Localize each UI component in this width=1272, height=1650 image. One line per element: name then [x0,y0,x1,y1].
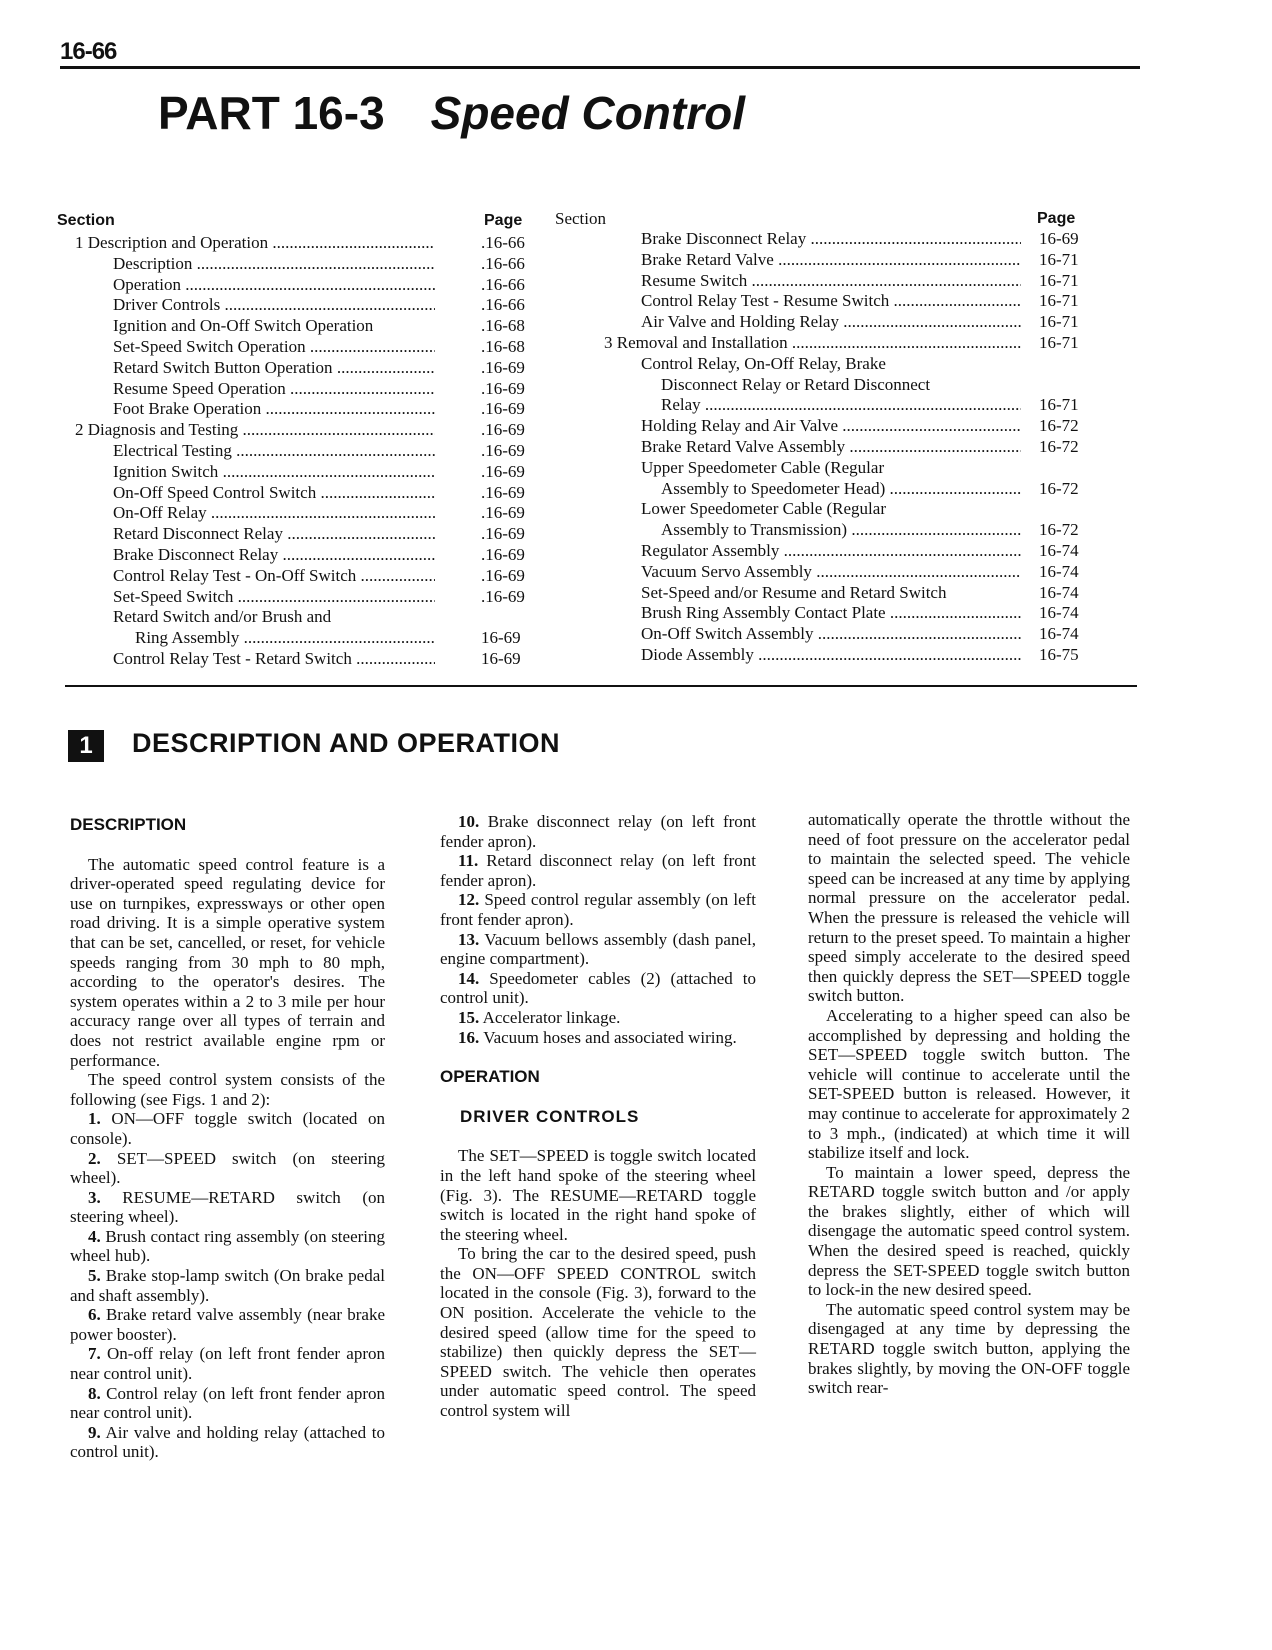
toc-entry-page: 16-75 [1039,644,1079,664]
toc-entry-label: Lower Speedometer Cable (Regular [641,499,886,519]
toc-entry-label: Brake Retard Valve Assembly ..... [641,437,1021,458]
list-item-text: SET—SPEED switch (on steering wheel). [70,1148,386,1188]
toc-entry-page: 16-72 [1039,478,1079,498]
toc-entry-page: 16-74 [1039,540,1079,560]
list-item-text: ON—OFF toggle switch (located on console). [70,1109,385,1148]
toc-entry-page: .16-69 [481,524,525,544]
toc-entry-label: Resume Switch ..... [641,271,1021,292]
list-item-number: 14. [458,968,480,988]
toc-row [585,271,1085,292]
toc-entry-page: 16-71 [1039,291,1079,311]
list-item [70,1344,385,1383]
toc-row [585,395,1085,416]
toc-entry-page: 16-71 [1039,249,1079,269]
toc-entry-label: Holding Relay and Air Valve ..... [641,416,1021,437]
toc-entry-label: Brake Retard Valve ..... [641,250,1021,271]
toc-row [57,628,587,649]
list-item-number: 5. [88,1266,101,1286]
toc-entry-label: On-Off Relay ..... [113,503,435,524]
toc-entry-label: Control Relay Test - Retard Switch ..... [113,649,435,670]
driver-controls-paragraph-1: The SET—SPEED is toggle switch located in the left hand spoke of the steering wheel (Fig. 3). The RESUME—RETARD toggle switch is located in the right hand spoke of the steering wheel. [440,1146,756,1244]
toc-entry-label: On-Off Switch Assembly ..... [641,624,1021,645]
list-item-number: 4. [88,1226,101,1246]
toc-entry-page: 16-69 [481,628,521,648]
toc-entry-label: Brake Disconnect Relay ..... [113,545,435,566]
list-item-number: 1. [88,1109,101,1129]
section-number-box: 1 [68,730,104,762]
toc-row [57,441,587,462]
toc-row [57,379,587,400]
list-item-number: 13. [458,929,480,949]
toc-entry-label: Upper Speedometer Cable (Regular [641,457,885,477]
list-item-number: 16. [458,1027,480,1047]
toc-row [585,499,1085,520]
toc-entry-page: .16-69 [481,378,525,398]
toc-row [585,250,1085,271]
list-item-number: 6. [88,1305,101,1325]
toc-entry-label: Retard Disconnect Relay ..... [113,524,435,545]
toc-page-header: Page [484,212,523,229]
toc-entry-page: .16-69 [481,357,525,377]
toc-entry-page: .16-69 [481,461,525,481]
list-item [70,1266,385,1305]
toc-entry-label: Resume Speed Operation ..... [113,379,435,400]
toc-row [57,587,587,608]
toc-row [57,545,587,566]
toc-page-header: Page [1037,210,1076,227]
description-heading: DESCRIPTION [70,815,187,834]
list-item-number: 10. [458,812,480,831]
list-item-text: Accelerator linkage. [482,1007,621,1027]
list-item [440,812,756,851]
list-item [440,930,756,969]
driver-controls-heading: DRIVER CONTROLS [460,1106,640,1126]
list-item-number: 15. [458,1007,480,1027]
list-item-text: Speed control regular assembly (on left front fender apron). [440,890,757,929]
toc-entry-page: .16-69 [481,586,525,606]
component-list [70,1109,385,1462]
toc-row [585,229,1085,250]
list-item [440,969,756,1008]
toc-entry-page: .16-68 [481,316,525,336]
list-item-number: 11. [458,851,479,871]
list-item-text: Brake stop-lamp switch (On brake pedal and shaft assembly). [70,1266,385,1305]
toc-entry-label: Set-Speed Switch ..... [113,587,435,608]
toc-row [585,416,1085,437]
toc-entry-page: .16-66 [481,295,525,315]
toc-entry-page: 16-74 [1039,561,1079,581]
toc-row [585,354,1085,375]
operation-paragraph-4: The automatic speed control system may be disengaged at any time by depressing the RETARD toggle switch button, applying the brakes slightly, by moving the ON-OFF toggle switch rear- [808,1299,1130,1398]
list-item [70,1109,385,1148]
component-list-continued [440,812,756,1047]
toc-row [57,337,587,358]
list-item-text: Control relay (on left front fender apron near control unit). [70,1383,385,1423]
toc-entry-page: 16-74 [1039,603,1079,623]
toc-entry-page: .16-66 [481,233,525,252]
toc-row [585,624,1085,645]
toc-row [57,295,587,316]
toc-entry-label: Control Relay Test - On-Off Switch ..... [113,566,435,587]
list-item-text: Brush contact ring assembly (on steering wheel hub). [70,1226,386,1266]
toc-row [585,437,1085,458]
toc-right-rows [585,229,1085,666]
toc-left-rows [57,233,587,670]
toc-entry-page: 16-72 [1039,436,1079,456]
toc-entry-label: Retard Switch and/or Brush and [113,607,332,627]
toc-entry-page: 16-74 [1039,582,1079,602]
page-number: 16-66 [60,38,117,65]
description-paragraph: The automatic speed control feature is a driver-operated speed regulating device for use on turnpikes, expressways or other open road driving. It is a simple operative system that can be set, cancelled, or reset, for vehicle speeds ranging from 30 mph to 80 mph, according to the operator's desires. The system operates within a 2 to 3 mile per hour accuracy range over all types of terrain and does not restrict available engine rpm or performance. [70,854,385,1070]
list-item-text: Brake disconnect relay (on left front fender apron). [440,812,757,851]
toc-row [585,603,1085,624]
toc-row [57,358,587,379]
part-label: PART 16-3 [158,87,385,139]
toc-section-header: Section [57,212,115,229]
list-item-text: Speedometer cables (2) (attached to control unit). [440,968,757,1008]
toc-row [585,333,1085,354]
toc-entry-label: Regulator Assembly ..... [641,541,1021,562]
toc-entry-label: Description ..... [113,254,435,275]
operation-paragraph-2: Accelerating to a higher speed can also be accomplished by depressing and holding the SET—SPEED toggle switch button. The vehicle will continue to accelerate until the SET-SPEED button is released. However, it may continue to accelerate for approximately 2 to 3 mph., (indicated) at which time it will stabilize itself and lock. [808,1005,1130,1163]
list-item-text: Retard disconnect relay (on left front fender apron). [440,851,756,890]
toc-left [57,211,587,670]
toc-row [585,583,1085,604]
toc-entry-label: Assembly to Transmission) ..... [661,520,1021,541]
toc-row [585,458,1085,479]
list-item [440,890,756,929]
toc-entry-page: 16-71 [1039,270,1079,290]
list-item [70,1384,385,1423]
toc-row [585,479,1085,500]
list-item-text: On-off relay (on left front fender apron near control unit). [70,1344,385,1384]
toc-entry-label: Relay ..... [661,395,1021,416]
list-item [70,1227,385,1266]
toc-row [57,607,587,628]
list-item [440,1028,756,1048]
toc-row [57,503,587,524]
toc-entry-label: Ring Assembly ..... [135,628,435,649]
part-name: Speed Control [430,87,745,139]
list-item-text: Vacuum bellows assembly (dash panel, engine compartment). [440,929,756,969]
toc-row [57,462,587,483]
toc-entry-page: 16-74 [1039,624,1079,644]
toc-row [57,254,587,275]
list-item [440,851,756,890]
toc-row [57,420,587,441]
list-item-number: 3. [88,1187,101,1207]
toc-entry-label: Assembly to Speedometer Head) ..... [661,479,1021,500]
toc-entry-page: .16-69 [481,503,525,523]
toc-entry-label: Foot Brake Operation ..... [113,399,435,420]
toc-row [57,566,587,587]
toc-entry-page: .16-69 [481,420,525,440]
operation-paragraph-1: automatically operate the throttle without the need of foot pressure on the accelerator pedal to maintain the selected speed. The vehicle speed can be increased at any time by applying normal pressure on the accelerator pedal. When the pressure is released the vehicle will return to the preset speed. To maintain a higher speed simply accelerate to the desired speed then quickly depress the SET—SPEED toggle switch button. [808,810,1130,1006]
operation-heading: OPERATION [440,1067,540,1087]
toc-row [57,316,587,337]
list-item [70,1423,385,1462]
toc-entry-label: On-Off Speed Control Switch ..... [113,483,435,504]
toc-entry-label: Ignition and On-Off Switch Operation [113,316,374,336]
toc-entry-page: 16-69 [481,648,521,668]
toc-row [585,562,1085,583]
driver-controls-paragraph-2: To bring the car to the desired speed, push the ON—OFF SPEED CONTROL switch located in the console (Fig. 3), forward to the ON position. Accelerate the vehicle to the desired speed (allow time for the speed to stabilize) then quickly depress the SET—SPEED switch. The vehicle then operates under automatic speed control. The speed control system will [440,1244,756,1421]
list-item-number: 8. [88,1383,101,1403]
section-title: DESCRIPTION AND OPERATION [132,728,561,758]
toc-row [57,275,587,296]
toc-entry-page: 16-71 [1039,312,1079,332]
toc-entry-page: 16-71 [1039,332,1079,352]
toc-row [585,291,1085,312]
toc-row [585,312,1085,333]
toc-row [57,649,587,670]
toc-entry-label: Operation ..... [113,275,435,296]
toc-row [585,375,1085,396]
list-item [70,1305,385,1344]
toc-entry-page: 16-69 [1039,229,1079,248]
list-item-number: 12. [458,890,480,910]
list-item [440,1008,756,1028]
column-1 [70,815,385,1462]
toc-entry-label: Air Valve and Holding Relay ..... [641,312,1021,333]
toc-entry-page: .16-68 [481,336,525,356]
list-item-text: RESUME—RETARD switch (on steering wheel). [70,1187,386,1227]
header-rule [60,66,1140,69]
toc-entry-label: Brush Ring Assembly Contact Plate ..... [641,603,1021,624]
list-item [70,1149,385,1188]
list-item-number: 2. [88,1148,101,1168]
part-title [158,86,745,140]
toc-entry-page: .16-69 [481,399,525,419]
toc-entry-label: Retard Switch Button Operation ..... [113,358,435,379]
toc-entry-label: Set-Speed and/or Resume and Retard Switch [641,582,947,602]
column-2 [440,812,756,1421]
list-item-number: 9. [88,1422,101,1442]
toc-entry-page: .16-66 [481,253,525,273]
toc-entry-page: 16-72 [1039,416,1079,436]
list-item-number: 7. [88,1344,101,1364]
list-item [70,1188,385,1227]
column-3 [808,810,1130,1398]
toc-entry-label: 1 Description and Operation ..... [75,233,435,254]
toc-entry-label: Electrical Testing ..... [113,441,435,462]
toc-entry-label: Disconnect Relay or Retard Disconnect [661,374,931,394]
toc-entry-page: .16-69 [481,482,525,502]
toc-row [585,645,1085,666]
list-item-text: Air valve and holding relay (attached to control unit). [70,1422,385,1462]
toc-entry-page: .16-66 [481,274,525,294]
toc-entry-label: Set-Speed Switch Operation ..... [113,337,435,358]
operation-paragraph-3: To maintain a lower speed, depress the RETARD toggle switch button and /or apply the brakes slightly, either of which will disengage the automatic speed control system. When the desired speed is reached, quickly depress the SET-SPEED toggle switch button to lock-in the new desired speed. [808,1162,1130,1300]
toc-entry-label: Diode Assembly ..... [641,645,1021,666]
toc-entry-label: Control Relay Test - Resume Switch ..... [641,291,1021,312]
toc-row [57,233,587,254]
toc-row [57,483,587,504]
toc-section-header: Section [555,209,606,228]
list-item-text: Vacuum hoses and associated wiring. [483,1027,737,1047]
toc-entry-label: 2 Diagnosis and Testing ..... [75,420,435,441]
toc-entry-label: Ignition Switch ..... [113,462,435,483]
list-item-text: Brake retard valve assembly (near brake power booster). [70,1305,385,1344]
toc-entry-page: .16-69 [481,440,525,460]
toc-entry-page: .16-69 [481,565,525,585]
toc-entry-label: Driver Controls ..... [113,295,435,316]
toc-row [585,520,1085,541]
toc-entry-page: 16-71 [1039,395,1079,415]
components-intro: The speed control system consists of the following (see Figs. 1 and 2): [70,1070,385,1109]
toc-row [585,541,1085,562]
toc-entry-page: .16-69 [481,544,525,564]
toc-right [555,209,1085,666]
toc-entry-label: 3 Removal and Installation ..... [604,333,1021,354]
toc-row [57,524,587,545]
toc-entry-label: Brake Disconnect Relay ..... [641,229,1021,250]
toc-entry-label: Control Relay, On-Off Relay, Brake [641,353,886,373]
toc-bottom-rule [65,685,1137,687]
toc-entry-page: 16-72 [1039,520,1079,540]
toc-entry-label: Vacuum Servo Assembly ..... [641,562,1021,583]
toc-row [57,399,587,420]
